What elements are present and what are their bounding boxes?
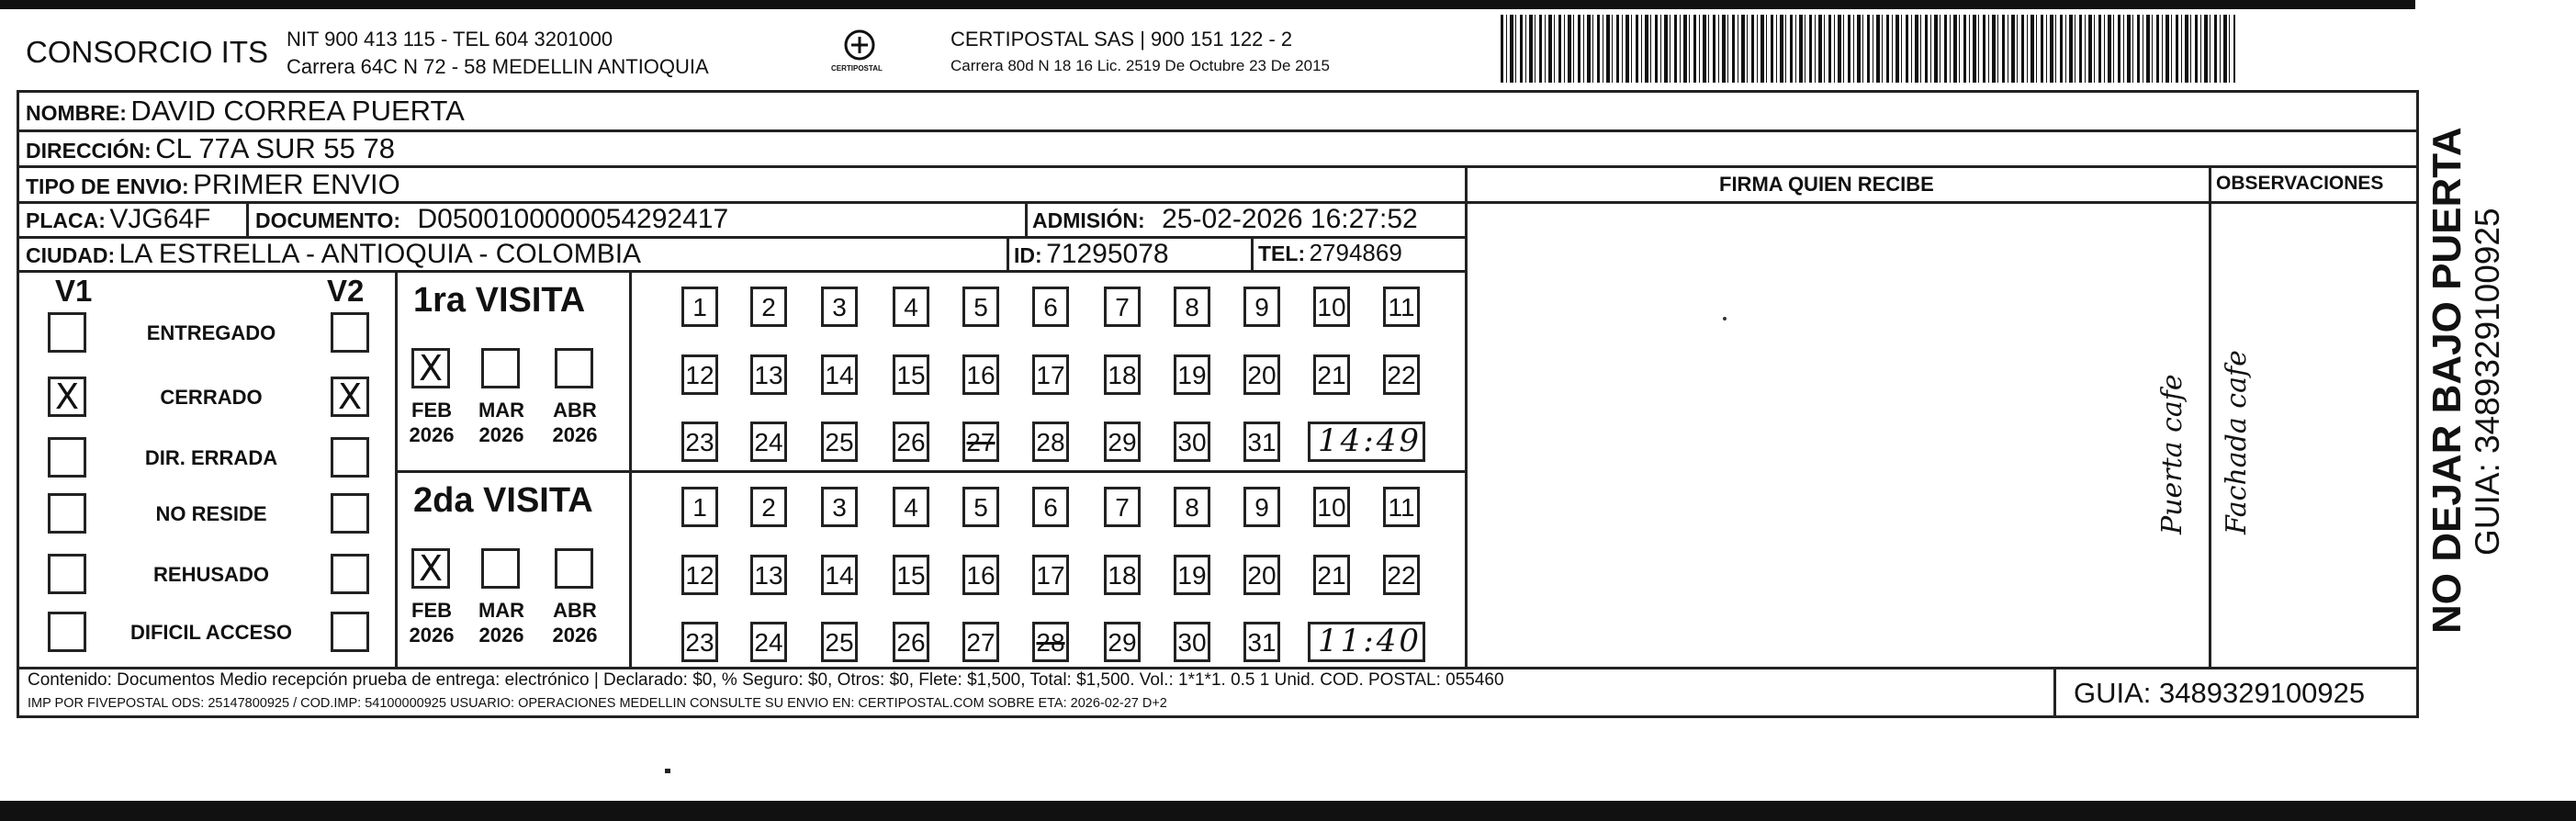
day-box[interactable]: 31	[1243, 422, 1280, 462]
visit-title: 1ra VISITA	[413, 281, 586, 320]
tipo-row	[26, 168, 400, 201]
day-box[interactable]: 21	[1313, 354, 1350, 395]
day-box[interactable]: 27	[962, 422, 999, 462]
status-label: NO RESIDE	[155, 502, 267, 525]
status-v1-checkbox[interactable]	[48, 377, 86, 417]
tel-row	[1258, 239, 1402, 267]
observaciones-area[interactable]	[2156, 204, 2413, 665]
day-box[interactable]: 5	[962, 487, 999, 527]
ciudad-row	[26, 239, 641, 270]
placa-label: PLACA:	[26, 208, 106, 232]
check-mark-icon: X	[418, 548, 444, 589]
day-box[interactable]: 3	[821, 287, 858, 327]
status-v2-checkbox[interactable]	[331, 612, 369, 652]
visit-month-checkbox[interactable]	[555, 348, 593, 388]
visit-time-value: 14:49	[1318, 422, 1422, 459]
observacion-1: Puerta cafe	[2156, 374, 2188, 534]
direccion-label: DIRECCIÓN:	[26, 139, 152, 163]
footer-guia: GUIA: 3489329100925	[2074, 677, 2366, 709]
status-v1-checkbox[interactable]	[48, 437, 86, 478]
day-box[interactable]: 13	[750, 555, 787, 595]
day-box[interactable]: 29	[1104, 622, 1141, 662]
day-box[interactable]: 30	[1174, 622, 1210, 662]
visit-month-label: FEB	[411, 599, 452, 622]
status-v1-checkbox[interactable]	[48, 554, 86, 594]
day-box[interactable]: 26	[893, 622, 929, 662]
v2-header: V2	[327, 274, 365, 308]
day-box[interactable]: 27	[962, 622, 999, 662]
visit-month-checkbox[interactable]	[411, 548, 450, 589]
day-box[interactable]: 6	[1032, 287, 1069, 327]
day-box[interactable]: 15	[893, 354, 929, 395]
status-v2-checkbox[interactable]	[331, 493, 369, 534]
visit-title: 2da VISITA	[413, 481, 593, 520]
firma-header: FIRMA QUIEN RECIBE	[1719, 173, 1934, 196]
day-box[interactable]: 20	[1243, 354, 1280, 395]
placa-row	[26, 204, 210, 235]
day-box[interactable]: 28	[1032, 422, 1069, 462]
status-label: DIFICIL ACCESO	[129, 621, 292, 644]
day-box[interactable]: 10	[1313, 287, 1350, 327]
day-box[interactable]: 21	[1313, 555, 1350, 595]
visit-month-year: 2026	[409, 423, 455, 446]
nombre-value: DAVID CORREA PUERTA	[130, 95, 465, 127]
day-box[interactable]: 19	[1174, 555, 1210, 595]
day-box[interactable]: 29	[1104, 422, 1141, 462]
status-v1-checkbox[interactable]	[48, 493, 86, 534]
status-v2-checkbox[interactable]	[331, 437, 369, 478]
documento-label: DOCUMENTO:	[255, 208, 401, 232]
day-box[interactable]: 1	[681, 287, 718, 327]
day-box[interactable]: 6	[1032, 487, 1069, 527]
barcode	[1501, 15, 2235, 83]
nombre-label: NOMBRE:	[26, 101, 127, 125]
visit-time-box[interactable]	[1308, 622, 1425, 662]
footer-imp: IMP POR FIVEPOSTAL ODS: 25147800925 / COD.IMP: 54100000925 USUARIO: OPERACIONES MEDELLIN CONSULTE SU ENVIO EN: CERTIPOSTAL.COM SOBRE ETA: 2026-02-27 D+2	[28, 696, 1167, 711]
day-box[interactable]: 18	[1104, 354, 1141, 395]
day-box[interactable]: 1	[681, 487, 718, 527]
day-box[interactable]: 9	[1243, 287, 1280, 327]
visit-time-value: 11:40	[1318, 623, 1422, 659]
day-box[interactable]: 19	[1174, 354, 1210, 395]
day-box[interactable]: 16	[962, 354, 999, 395]
top-border-bar	[0, 0, 2415, 9]
footer-contenido: Contenido: Documentos Medio recepción prueba de entrega: electrónico | Declarado: $0, % Seguro: $0, Otros: $0, Flete: $1,500, Total: $1,500. Vol.: 1*1*1. 0.5 1 Unid. COD. POSTAL: 055460	[28, 670, 1504, 690]
status-label: DIR. ERRADA	[144, 446, 278, 469]
check-mark-icon: X	[337, 377, 363, 417]
status-v2-checkbox[interactable]	[331, 377, 369, 417]
carrier-address: Carrera 80d N 18 16 Lic. 2519 De Octubre 23 De 2015	[951, 57, 1330, 74]
day-box[interactable]: 31	[1243, 622, 1280, 662]
day-box[interactable]: 2	[750, 287, 787, 327]
documento-row	[255, 204, 728, 235]
id-value: 71295078	[1046, 239, 1169, 269]
status-label: REHUSADO	[153, 563, 269, 586]
observaciones-header: OBSERVACIONES	[2216, 173, 2384, 194]
check-mark-icon: X	[418, 348, 444, 388]
day-box[interactable]: 9	[1243, 487, 1280, 527]
day-box[interactable]: 26	[893, 422, 929, 462]
visit-month-checkbox[interactable]	[481, 348, 520, 388]
day-box[interactable]: 11	[1383, 487, 1420, 527]
day-box[interactable]: 17	[1032, 354, 1069, 395]
v1-header: V1	[55, 274, 93, 308]
day-box[interactable]: 25	[821, 422, 858, 462]
day-box[interactable]: 20	[1243, 555, 1280, 595]
status-v1-checkbox[interactable]	[48, 312, 86, 353]
visit-month-label: ABR	[553, 399, 597, 422]
day-box[interactable]: 8	[1174, 487, 1210, 527]
visit-month-year: 2026	[552, 624, 598, 647]
day-box[interactable]: 18	[1104, 555, 1141, 595]
day-box[interactable]: 3	[821, 487, 858, 527]
status-v1-checkbox[interactable]	[48, 612, 86, 652]
day-box[interactable]: 14	[821, 555, 858, 595]
day-box[interactable]: 7	[1104, 487, 1141, 527]
day-box[interactable]: 4	[893, 287, 929, 327]
day-box[interactable]: 23	[681, 422, 718, 462]
stray-dot	[665, 769, 670, 773]
visit-month-year: 2026	[478, 423, 524, 446]
admision-label: ADMISIÓN:	[1032, 208, 1145, 232]
day-box[interactable]: 5	[962, 287, 999, 327]
day-box[interactable]: 2	[750, 487, 787, 527]
id-row	[1014, 239, 1169, 270]
bottom-border-bar	[0, 801, 2576, 821]
day-box[interactable]: 10	[1313, 487, 1350, 527]
day-box[interactable]: 14	[821, 354, 858, 395]
certipostal-logo	[831, 28, 888, 79]
tipo-label: TIPO DE ENVIO:	[26, 174, 189, 198]
logo-text: CERTIPOSTAL	[831, 64, 883, 73]
side-guia: GUIA: 3489329100925	[2469, 208, 2506, 556]
day-box[interactable]: 22	[1383, 354, 1420, 395]
day-box[interactable]: 22	[1383, 555, 1420, 595]
id-label: ID:	[1014, 243, 1042, 267]
day-box[interactable]: 12	[681, 555, 718, 595]
visit-month-checkbox[interactable]	[411, 348, 450, 388]
day-box[interactable]: 7	[1104, 287, 1141, 327]
visit-month-label: MAR	[478, 599, 525, 622]
status-label: CERRADO	[160, 386, 263, 409]
ciudad-label: CIUDAD:	[26, 243, 116, 267]
day-box[interactable]: 25	[821, 622, 858, 662]
day-box[interactable]: 17	[1032, 555, 1069, 595]
observacion-2: Fachada cafe	[2221, 350, 2253, 534]
tel-label: TEL:	[1258, 242, 1306, 265]
status-v2-checkbox[interactable]	[331, 312, 369, 353]
day-box[interactable]: 30	[1174, 422, 1210, 462]
direccion-row	[26, 132, 395, 165]
tipo-value: PRIMER ENVIO	[193, 168, 400, 200]
check-mark-icon: X	[54, 377, 80, 417]
ciudad-value: LA ESTRELLA - ANTIOQUIA - COLOMBIA	[118, 239, 642, 269]
day-box[interactable]: 12	[681, 354, 718, 395]
signature-area[interactable]	[1468, 204, 2207, 665]
day-box[interactable]: 28	[1032, 622, 1069, 662]
visit-time-box[interactable]	[1308, 422, 1425, 462]
day-box[interactable]: 11	[1383, 287, 1420, 327]
visit-month-label: MAR	[478, 399, 525, 422]
side-no-dejar: NO DEJAR BAJO PUERTA	[2424, 127, 2469, 634]
tel-value: 2794869	[1309, 239, 1402, 266]
carrier-name: CERTIPOSTAL SAS | 900 151 122 - 2	[951, 28, 1293, 51]
admision-row	[1032, 204, 1418, 235]
nombre-row	[26, 95, 465, 128]
visit-month-label: FEB	[411, 399, 452, 422]
visit-month-checkbox[interactable]	[481, 548, 520, 589]
documento-value: D0500100000054292417	[417, 204, 729, 234]
company-address: Carrera 64C N 72 - 58 MEDELLIN ANTIOQUIA	[287, 55, 709, 78]
visit-month-label: ABR	[553, 599, 597, 622]
visit-month-checkbox[interactable]	[555, 548, 593, 589]
day-box[interactable]: 15	[893, 555, 929, 595]
visit-month-year: 2026	[478, 624, 524, 647]
day-box[interactable]: 13	[750, 354, 787, 395]
direccion-value: CL 77A SUR 55 78	[155, 132, 395, 164]
day-box[interactable]: 24	[750, 422, 787, 462]
day-box[interactable]: 8	[1174, 287, 1210, 327]
day-box[interactable]: 24	[750, 622, 787, 662]
placa-value: VJG64F	[109, 204, 211, 234]
visit-month-year: 2026	[409, 624, 455, 647]
admision-value: 25-02-2026 16:27:52	[1162, 204, 1418, 234]
visit-month-year: 2026	[552, 423, 598, 446]
company-name: CONSORCIO ITS	[26, 35, 269, 69]
status-v2-checkbox[interactable]	[331, 554, 369, 594]
day-box[interactable]: 23	[681, 622, 718, 662]
status-label: ENTREGADO	[146, 321, 276, 344]
day-box[interactable]: 4	[893, 487, 929, 527]
day-box[interactable]: 16	[962, 555, 999, 595]
company-nit: NIT 900 413 115 - TEL 604 3201000	[287, 28, 613, 51]
